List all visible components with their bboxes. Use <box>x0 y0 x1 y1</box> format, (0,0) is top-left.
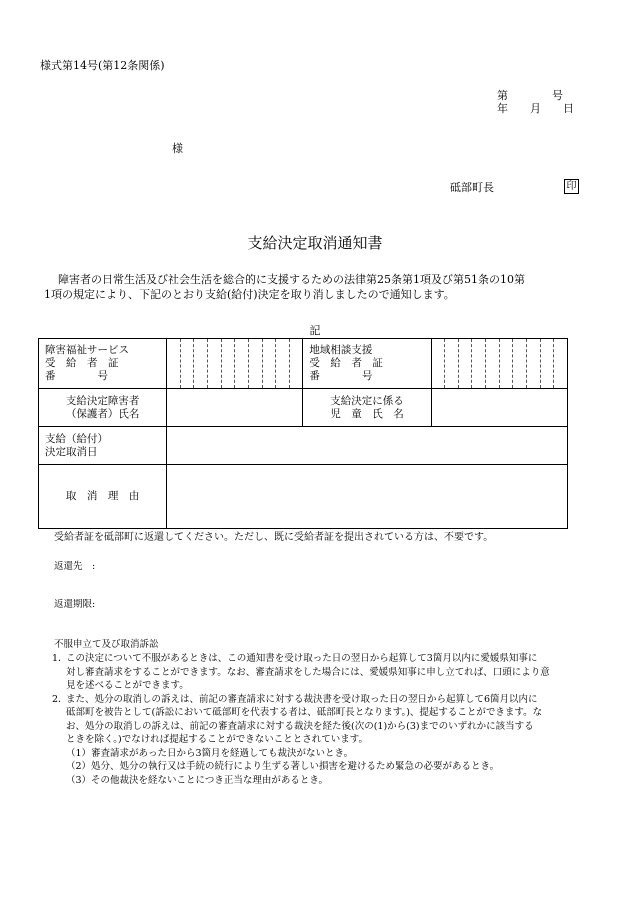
table-row <box>39 339 568 389</box>
appeal-item-1: 1． この決定について不服があるときは、この通知書を受け取った日の翌日から起算して3箇月以内に愛媛県知事に 対し審査請求をすることができます。なお、審査請求をした場合には、愛媛県知事に申し立てれば、口頭により意 見を述べることができます。 <box>52 653 550 691</box>
community-cert-digit-9[interactable] <box>540 339 554 389</box>
beneficiary-name-label: 支給決定障害者 （保護者）氏名 <box>39 389 167 427</box>
return-notice: 受給者証を砥部町に返還してください。ただし、既に受給者証を提出されている方は、不要です。 <box>54 532 494 543</box>
return-to-label: 返還先 : <box>54 561 96 572</box>
intro-line-2: 1項の規定により、下記のとおり支給(給付)決定を取り消しましたので通知します。 <box>44 288 455 301</box>
list-item: （1）審査請求があった日から3箇月を経過しても裁決がないとき。 <box>66 747 354 759</box>
community-cert-digit-4[interactable] <box>472 339 486 389</box>
child-name-field[interactable] <box>431 389 567 427</box>
seal-mark: 印 <box>564 179 579 194</box>
community-cert-digit-6[interactable] <box>499 339 513 389</box>
appeal-heading: 不服申立て及び取消訴訟 <box>54 639 159 650</box>
community-cert-digit-7[interactable] <box>513 339 527 389</box>
service-cert-digit-5[interactable] <box>221 339 235 389</box>
date-label: 年 月 日 <box>497 102 574 115</box>
service-cert-digit-3[interactable] <box>194 339 208 389</box>
community-cert-digit-3[interactable] <box>458 339 472 389</box>
cancellation-reason-label: 取 消 理 由 <box>39 465 167 529</box>
service-cert-digit-7[interactable] <box>248 339 262 389</box>
cancellation-table <box>38 338 568 529</box>
table-row <box>39 427 568 465</box>
service-cert-digit-9[interactable] <box>276 339 290 389</box>
cancellation-date-field[interactable] <box>167 427 568 465</box>
appeal-list <box>52 652 550 787</box>
community-cert-digit-1[interactable] <box>431 339 445 389</box>
community-cert-digit-5[interactable] <box>486 339 500 389</box>
intro-line-1: 障害者の日常生活及び社会生活を総合的に支援するための法律第25条第1項及び第51条の10第 <box>58 273 525 286</box>
table-row <box>39 389 568 427</box>
list-item: （3）その他裁決を経ないことにつき正当な理由があるとき。 <box>66 774 328 786</box>
appeal-item-2: 2． また、処分の取消しの訴えは、前記の審査請求に対する裁決書を受け取った日の翌日から起算して6箇月以内に 砥部町を被告として(訴訟において砥部町を代表する者は、砥部町長となります。)、提起することができます。な お、処分の取消しの訴えは、前記の審査請求に対する裁決を経た後(次の(1)から(3)までのいずれかに該当する ときを除く。)でなければ提起することができないこととされています。 （1）審査請求があった日から3箇月を経過しても裁決がないとき。 （2）処分、処分の執行又は手続の続行により生ずる著しい損害を避けるため緊急の必要があるとき。 （3）その他裁決を経ないことにつき正当な理由があるとき。 <box>52 693 543 786</box>
addressee-suffix: 様 <box>172 142 183 155</box>
service-cert-digit-2[interactable] <box>180 339 194 389</box>
service-certificate-label: 障害福祉サービス 受 給 者 証 番 号 <box>39 339 167 389</box>
ki-marker: 記 <box>309 324 321 337</box>
list-item: （2）処分、処分の執行又は手続の続行により生ずる著しい損害を避けるため緊急の必要があるとき。 <box>66 761 500 772</box>
service-cert-digit-4[interactable] <box>208 339 222 389</box>
community-cert-digit-8[interactable] <box>526 339 540 389</box>
form-number: 様式第14号(第12条関係) <box>40 59 165 72</box>
beneficiary-name-field[interactable] <box>167 389 303 427</box>
return-deadline-label: 返還期限: <box>54 599 96 610</box>
table-row <box>39 465 568 529</box>
cancellation-reason-field[interactable] <box>167 465 568 529</box>
document-title: 支給決定取消通知書 <box>247 234 383 252</box>
document-number-label: 第 号 <box>497 89 563 102</box>
child-name-label: 支給決定に係る 児 童 氏 名 <box>303 389 431 427</box>
community-cert-digit-2[interactable] <box>445 339 459 389</box>
community-cert-digit-10[interactable] <box>554 339 568 389</box>
issuer-name: 砥部町長 <box>450 181 494 194</box>
service-cert-digit-10[interactable] <box>289 339 303 389</box>
community-support-certificate-label: 地域相談支援 受 給 者 証 番 号 <box>303 339 431 389</box>
service-cert-digit-1[interactable] <box>167 339 181 389</box>
cancellation-date-label: 支給（給付） 決定取消日 <box>39 427 167 465</box>
service-cert-digit-8[interactable] <box>262 339 276 389</box>
service-cert-digit-6[interactable] <box>235 339 249 389</box>
